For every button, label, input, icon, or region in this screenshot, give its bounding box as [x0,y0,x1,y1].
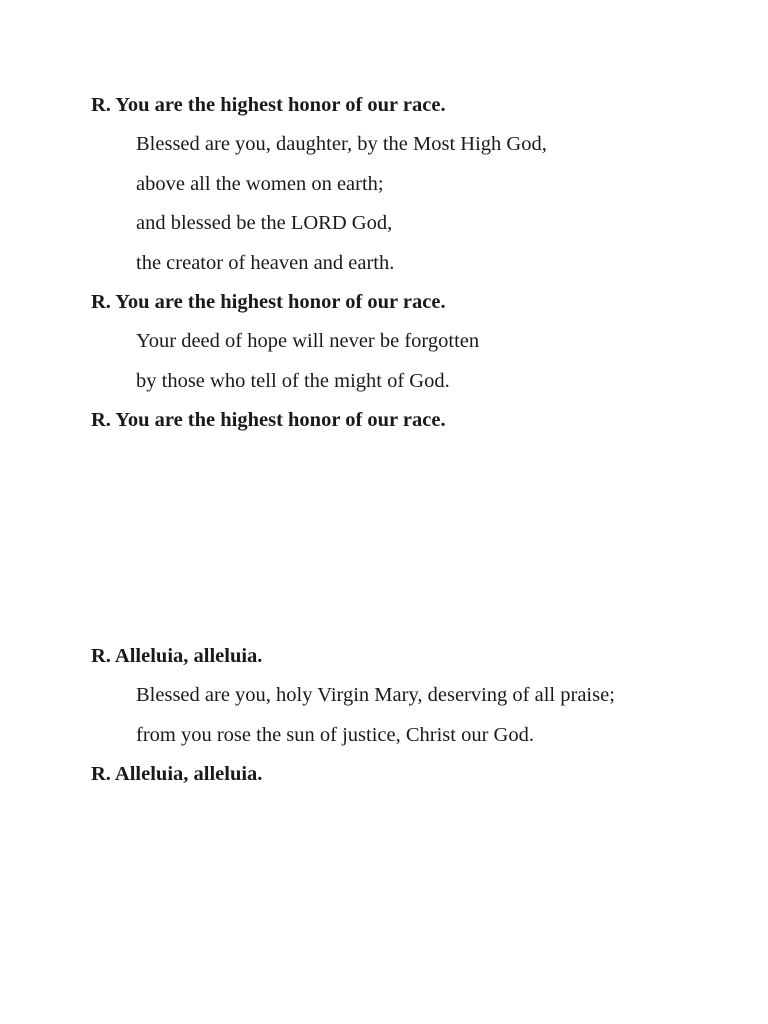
acclamation-response: R. Alleluia, alleluia. [91,763,263,786]
acclamation-verse-line: from you rose the sun of justice, Christ our God. [136,723,534,746]
acclamation-response: R. Alleluia, alleluia. [91,645,263,667]
psalm-verse-line: Your deed of hope will never be forgotten [136,330,480,353]
responsorial-psalm [91,86,748,441]
psalm-verse-line: by those who tell of the might of God. [136,369,450,392]
psalm-response: R. You are the highest honor of our race. [91,291,446,314]
psalm-response: R. You are the highest honor of our race. [91,409,446,432]
psalm-response: R. You are the highest honor of our race. [91,94,446,116]
psalm-verse-line: and blessed be the LORD God, [136,212,393,235]
gospel-acclamation [91,637,748,795]
psalm-verse-line: the creator of heaven and earth. [136,251,395,274]
acclamation-verse-line: Blessed are you, holy Virgin Mary, deserving of all praise; [136,684,615,707]
psalm-verse-line: Blessed are you, daughter, by the Most High God, [136,133,547,156]
psalm-verse-line: above all the women on earth; [136,172,384,195]
